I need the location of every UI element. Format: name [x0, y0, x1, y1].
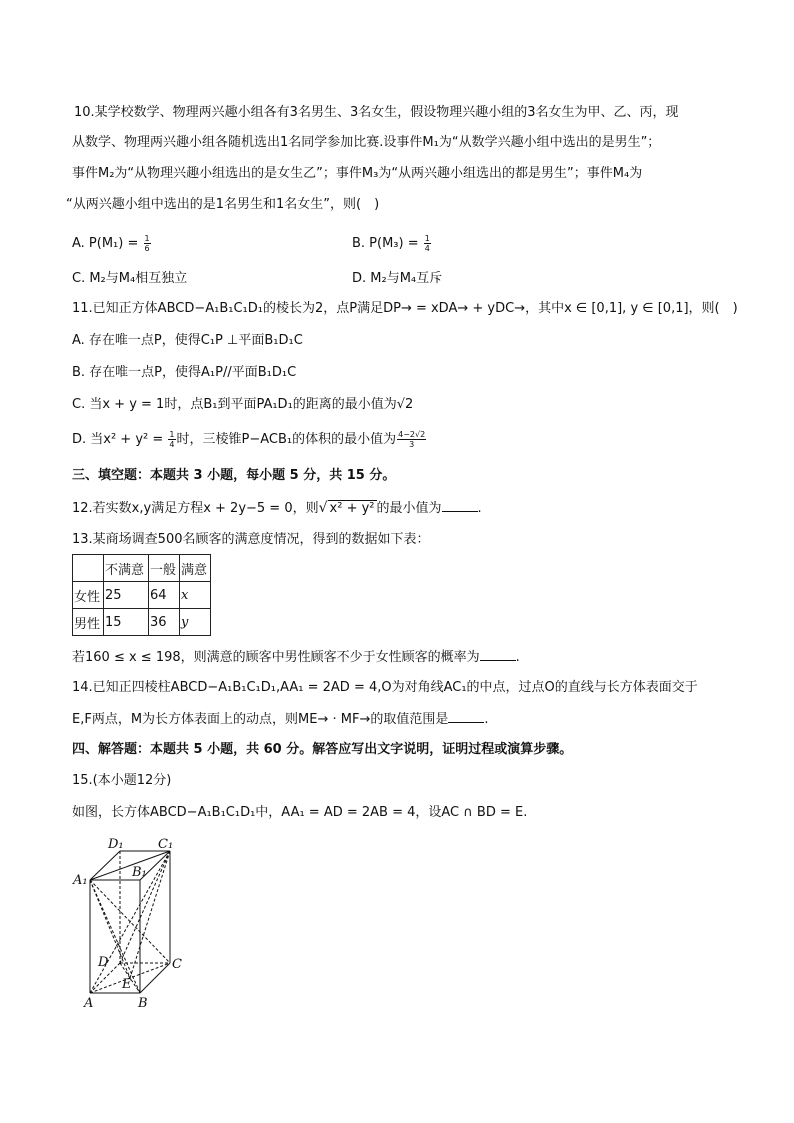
table-cell: 女性	[73, 582, 104, 609]
q11-stem: 11.已知正方体ABCD−A₁B₁C₁D₁的棱长为2，点P满足DP→ = xDA→ + yDC→，其中x ∈ [0,1], y ∈ [0,1]，则( )	[72, 301, 738, 316]
label-d: D	[98, 955, 109, 970]
table-cell: 36	[149, 609, 180, 636]
label-e: E	[122, 977, 132, 992]
table-cell: 64	[149, 582, 180, 609]
section-4-heading: 四、解答题：本题共 5 小题，共 60 分。解答应写出文字说明，证明过程或演算步骤。	[72, 742, 573, 757]
edge-b-c	[140, 963, 170, 993]
fraction: $\frac{1}{4}$	[424, 234, 430, 253]
table-cell: x	[180, 582, 211, 609]
label-c1: C₁	[158, 837, 174, 852]
label-a1: A₁	[73, 873, 88, 888]
label-a: A	[84, 996, 94, 1011]
q11-option-c: C. 当x + y = 1时，点B₁到平面PA₁D₁的距离的最小值为√2	[72, 397, 414, 412]
cuboid-figure	[70, 835, 200, 1015]
fraction: $\frac{1}{4}$	[169, 430, 175, 449]
table-row	[73, 582, 211, 609]
table-header-row	[73, 555, 211, 582]
table-cell	[73, 555, 104, 582]
table-cell: 满意	[180, 555, 211, 582]
q10-option-b: B. P(M₃) = $\frac{1}{4}$	[352, 234, 430, 253]
table-cell: 男性	[73, 609, 104, 636]
q14-line1: 14.已知正四棱柱ABCD−A₁B₁C₁D₁,AA₁ = 2AD = 4,O为对角线AC₁的中点，过点O的直线与长方体表面交于	[72, 680, 698, 695]
answer-blank[interactable]	[442, 499, 478, 512]
section-3-heading: 三、填空题：本题共 3 小题，每小题 5 分，共 15 分。	[72, 468, 396, 483]
q10-option-a: A. P(M₁) = $\frac{1}{6}$	[72, 234, 150, 253]
table-cell: 不满意	[104, 555, 149, 582]
q13-after: 若160 ≤ x ≤ 198，则满意的顾客中男性顾客不少于女性顾客的概率为 .	[72, 650, 520, 665]
q11-option-d: D. 当x² + y² = $\frac{1}{4}$ 时，三棱锥P−ACB₁的体积的最小值为 $\frac{4-2√2}{3}$	[72, 430, 426, 449]
diagonal-a1-c1	[90, 851, 170, 880]
q14-line2: E,F两点，M为长方体表面上的动点，则ME→ · MF→的取值范围是 .	[72, 712, 489, 727]
fraction: $\frac{4-2√2}{3}$	[398, 430, 426, 449]
answer-blank[interactable]	[448, 710, 484, 723]
q10-line1: 10.某学校数学、物理两兴趣小组各有3名男生、3名女生，假设物理兴趣小组的3名女生为甲、乙、丙，现	[74, 105, 679, 120]
fraction: $\frac{1}{6}$	[144, 234, 150, 253]
line-c1-a	[90, 851, 170, 993]
label-b1: B₁	[132, 865, 147, 880]
q12-line: 12.若实数x,y满足方程x + 2y−5 = 0，则√ x² + y² 的最小值为 .	[72, 500, 482, 516]
q10-option-c: C. M₂与M₄相互独立	[72, 271, 188, 286]
q10-line2: 从数学、物理两兴趣小组各随机选出1名同学参加比赛.设事件M₁为“从数学兴趣小组中选出的是男生”；	[72, 135, 661, 150]
edge-d1-a1	[90, 851, 120, 880]
q11-option-b: B. 存在唯一点P，使得A₁P//平面B₁D₁C	[72, 365, 297, 380]
table-cell: 15	[104, 609, 149, 636]
q15-stem: 如图，长方体ABCD−A₁B₁C₁D₁中，AA₁ = AD = 2AB = 4，设AC ∩ BD = E.	[72, 805, 528, 820]
label-b: B	[138, 996, 148, 1011]
table-cell: y	[180, 609, 211, 636]
line-a1-b	[90, 880, 140, 993]
label-c: C	[172, 957, 182, 972]
table-row	[73, 609, 211, 636]
answer-blank[interactable]	[480, 648, 516, 661]
table-cell: 25	[104, 582, 149, 609]
satisfaction-table	[72, 554, 211, 636]
q10-line3: 事件M₂为“从物理兴趣小组选出的是女生乙”；事件M₃为“从两兴趣小组选出的都是男生”；事件M₄为	[72, 166, 643, 181]
q10-line4: “从两兴趣小组中选出的是1名男生和1名女生”，则( )	[66, 197, 380, 212]
q13-stem: 13.某商场调查500名顾客的满意度情况，得到的数据如下表：	[72, 532, 430, 547]
q10-option-d: D. M₂与M₄互斥	[352, 271, 443, 286]
label-d1: D₁	[108, 837, 124, 852]
q15-title: 15.(本小题12分)	[72, 773, 172, 788]
table-cell: 一般	[149, 555, 180, 582]
q11-option-a: A. 存在唯一点P，使得C₁P ⊥平面B₁D₁C	[72, 333, 303, 348]
